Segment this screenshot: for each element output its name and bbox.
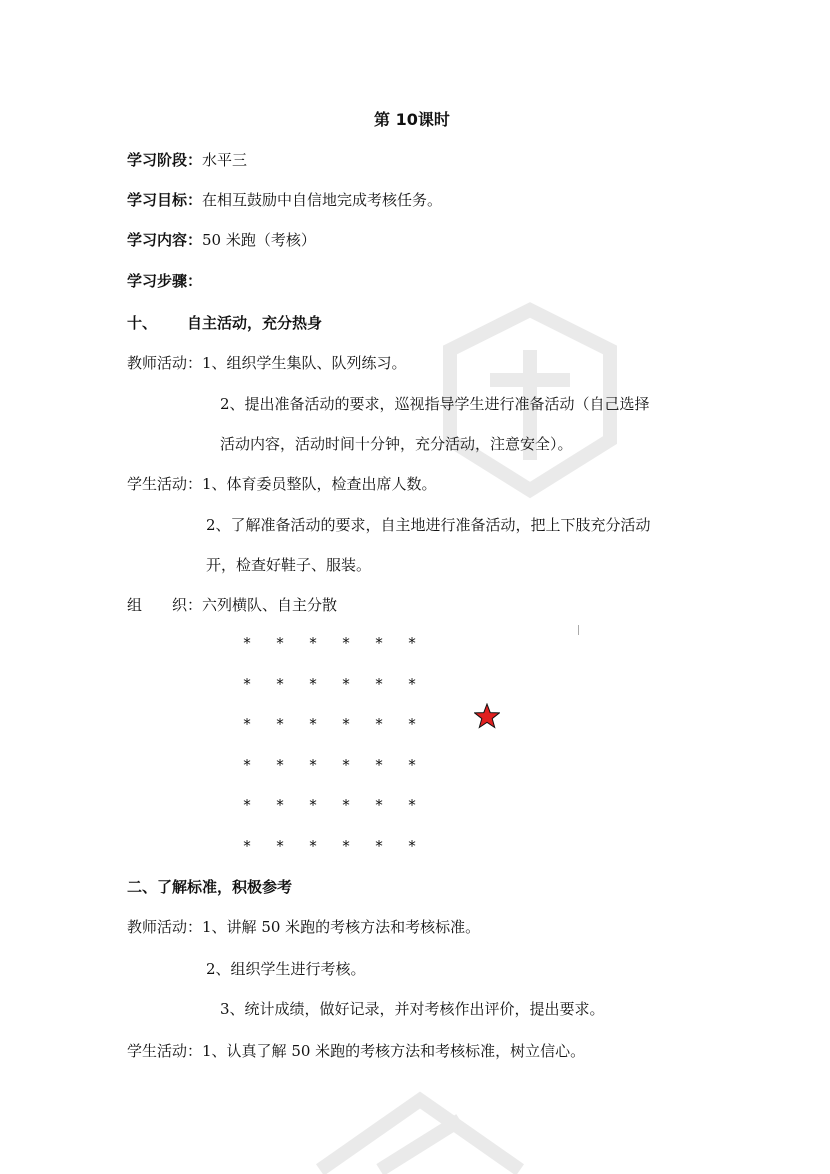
formation-mark: * [275, 715, 285, 733]
section2-teacher-row [127, 917, 480, 937]
formation-mark: * [308, 836, 318, 855]
stage-value: 水平三 [202, 151, 248, 169]
goal-label: 学习目标： [127, 191, 203, 209]
watermark-graphic-bottom [300, 1080, 560, 1174]
content-row [127, 230, 316, 250]
formation-mark: * [374, 715, 384, 733]
section2-heading: 二、了解标准，积极参考 [127, 878, 293, 896]
section2-teacher-item-2: 2、组织学生进行考核。 [206, 960, 366, 978]
section2-teacher-item-3: 3、统计成绩，做好记录，并对考核作出评价，提出要求。 [220, 1000, 605, 1018]
formation-mark: * [275, 796, 285, 814]
content-value: 50 米跑（考核） [202, 231, 316, 249]
section2-student-label: 学生活动： [127, 1042, 203, 1060]
section1-teacher-row [127, 353, 407, 373]
formation-mark: * [341, 755, 351, 774]
formation-mark: * [242, 796, 252, 814]
formation-mark: * [242, 755, 252, 774]
section2-student-item-1: 1、认真了解 50 米跑的考核方法和考核标准，树立信心。 [202, 1042, 586, 1060]
section2-teacher-label: 教师活动： [127, 918, 203, 936]
formation-mark: * [275, 836, 285, 855]
section1-organization-row [127, 595, 337, 615]
formation-mark: * [242, 715, 252, 733]
section1-student-row [127, 474, 437, 494]
section1-heading [127, 313, 322, 333]
red-star-icon [474, 703, 500, 729]
formation-mark: * [407, 634, 417, 652]
formation-mark: * [242, 836, 252, 855]
section1-teacher-label: 教师活动： [127, 354, 203, 372]
formation-mark: * [341, 634, 351, 652]
formation-mark: * [308, 796, 318, 814]
section1-teacher-item-1: 1、组织学生集队、队列练习。 [202, 354, 407, 372]
stage-row [127, 150, 247, 170]
formation-mark: * [407, 836, 417, 855]
formation-mark: * [407, 674, 417, 693]
stray-mark [578, 625, 579, 635]
formation-mark: * [275, 634, 285, 652]
section1-teacher-item-2b: 活动内容，活动时间十分钟，充分活动，注意安全）。 [220, 435, 573, 453]
formation-mark: * [242, 634, 252, 652]
section1-student-label: 学生活动： [127, 475, 203, 493]
section2-student-row [127, 1041, 585, 1061]
section1-organization-label: 组 织： [127, 596, 203, 614]
goal-row [127, 190, 442, 210]
section1-heading-number: 十、 [127, 314, 158, 332]
formation-mark: * [407, 715, 417, 733]
steps-label: 学习步骤： [127, 272, 203, 290]
formation-mark: * [308, 715, 318, 733]
section1-heading-text: 自主活动，充分热身 [187, 314, 323, 332]
formation-mark: * [308, 674, 318, 693]
formation-mark: * [374, 634, 384, 652]
section1-teacher-item-2a: 2、提出准备活动的要求，巡视指导学生进行准备活动（自己选择 [220, 395, 650, 413]
goal-value: 在相互鼓励中自信地完成考核任务。 [202, 191, 443, 209]
formation-mark: * [407, 796, 417, 814]
section1-student-item-2b: 开，检查好鞋子、服装。 [206, 556, 372, 574]
formation-mark: * [407, 755, 417, 774]
content-label: 学习内容： [127, 231, 203, 249]
section2-teacher-item-1: 1、讲解 50 米跑的考核方法和考核标准。 [202, 918, 481, 936]
section1-organization-value: 六列横队、自主分散 [202, 596, 338, 614]
formation-mark: * [374, 836, 384, 855]
formation-mark: * [341, 796, 351, 814]
formation-grid [241, 634, 431, 864]
formation-mark: * [374, 796, 384, 814]
section1-student-item-2a: 2、了解准备活动的要求，自主地进行准备活动，把上下肢充分活动 [206, 516, 651, 534]
page-title: 第 10课时 [374, 110, 450, 129]
formation-mark: * [275, 674, 285, 693]
section1-student-item-1: 1、体育委员整队，检查出席人数。 [202, 475, 437, 493]
formation-mark: * [341, 715, 351, 733]
formation-mark: * [242, 674, 252, 693]
formation-mark: * [374, 755, 384, 774]
formation-mark: * [341, 674, 351, 693]
formation-mark: * [308, 634, 318, 652]
formation-mark: * [275, 755, 285, 774]
formation-mark: * [374, 674, 384, 693]
formation-mark: * [308, 755, 318, 774]
formation-mark: * [341, 836, 351, 855]
stage-label: 学习阶段： [127, 151, 203, 169]
